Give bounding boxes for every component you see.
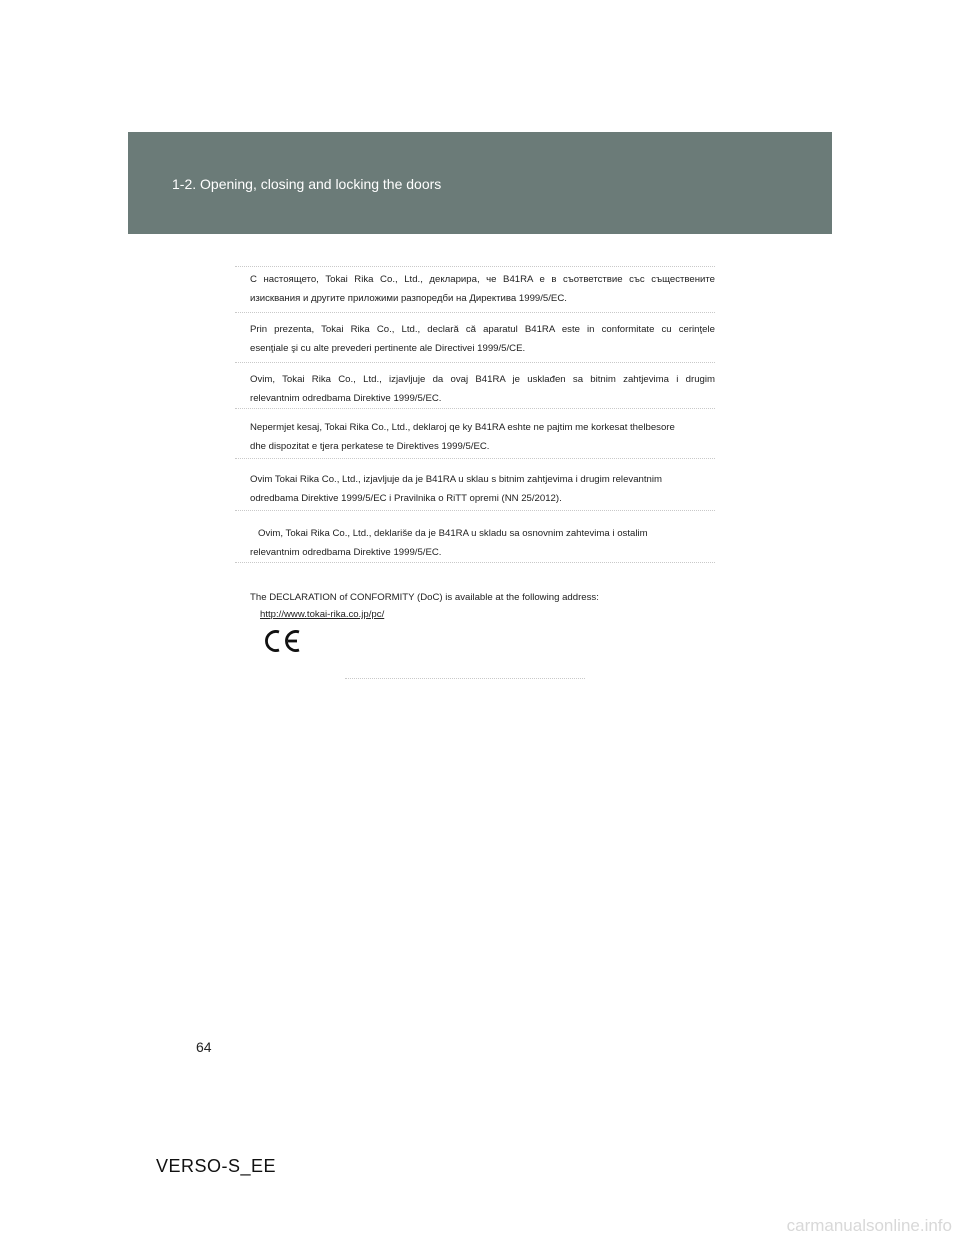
- declaration-croatian: [250, 470, 715, 508]
- section-title: 1-2. Opening, closing and locking the doors: [172, 176, 442, 192]
- page-number: 64: [196, 1039, 212, 1055]
- declaration-bosnian: [250, 370, 715, 408]
- declaration-line: relevantnim odredbama Direktive 1999/5/EC.: [250, 547, 442, 558]
- declaration-serbian: [250, 524, 715, 562]
- declaration-line: odredbama Direktive 1999/5/EC i Pravilnika o RiTT opremi (NN 25/2012).: [250, 493, 562, 504]
- declaration-line: С настоящето, Tokai Rika Co., Ltd., декларира, че B41RA е в съответствие със съществените: [250, 274, 715, 285]
- model-code: VERSO-S_EE: [156, 1156, 277, 1176]
- doc-statement: The DECLARATION of CONFORMITY (DoC) is available at the following address:: [250, 592, 599, 603]
- watermark: carmanualsonline.info: [786, 1216, 952, 1235]
- declaration-line: Ovim Tokai Rika Co., Ltd., izjavljuje da je B41RA u sklau s bitnim zahtjevima i drugim relevantnim: [250, 474, 662, 485]
- declaration-scan: [230, 262, 720, 682]
- declaration-line: Prin prezenta, Tokai Rika Co., Ltd., declară că aparatul B41RA este in conformitate cu cerinţele: [250, 324, 715, 335]
- declaration-line: dhe dispozitat e tjera perkatese te Direktives 1999/5/EC.: [250, 441, 490, 452]
- declaration-line: Ovim, Tokai Rika Co., Ltd., deklariše da je B41RA u skladu sa osnovnim zahtevima i ostalim: [258, 528, 648, 539]
- declaration-line: esenţiale şi cu alte prevederi pertinente ale Directivei 1999/5/CE.: [250, 343, 526, 354]
- declaration-bulgarian: [250, 270, 715, 308]
- declaration-line: Nepermjet kesaj, Tokai Rika Co., Ltd., deklaroj qe ky B41RA eshte ne pajtim me korkesat thelbesore: [250, 422, 675, 433]
- declaration-line: Ovim, Tokai Rika Co., Ltd., izjavljuje da ovaj B41RA je usklađen sa bitnim zahtjevima i drugim: [250, 374, 715, 385]
- declaration-romanian: [250, 320, 715, 358]
- declaration-albanian: [250, 418, 715, 456]
- header-band: [128, 132, 832, 234]
- ce-mark-icon: [260, 628, 306, 654]
- declaration-line: relevantnim odredbama Direktive 1999/5/EC.: [250, 393, 442, 404]
- declaration-line: изисквания и другите приложими разпоредби на Директива 1999/5/EC.: [250, 293, 567, 304]
- doc-url-link[interactable]: http://www.tokai-rika.co.jp/pc/: [260, 609, 385, 620]
